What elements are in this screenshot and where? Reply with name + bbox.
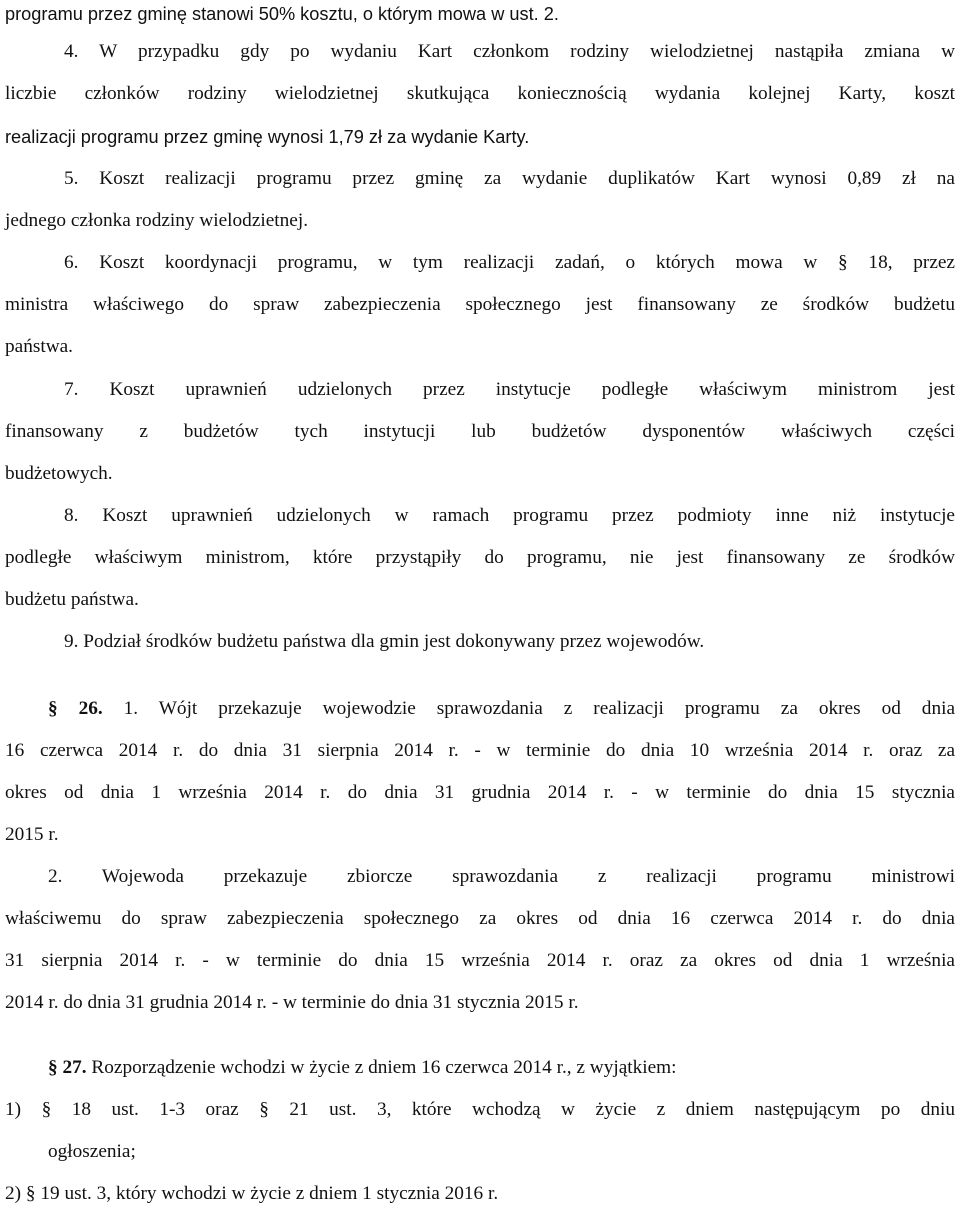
section-number: § 27. <box>48 1057 87 1078</box>
text-line: 9. Podział środków budżetu państwa dla gmin jest dokonywany przez wojewodów. <box>64 631 705 652</box>
text-line: podległe właściwym ministrom, które przystąpiły do programu, nie jest finansowany ze środków <box>5 547 955 568</box>
paragraph-26-first-line <box>48 697 955 721</box>
paragraph-27-line <box>48 1056 955 1080</box>
list-item-1: 1) § 18 ust. 1-3 oraz § 21 ust. 3, które wchodzą w życie z dniem następującym po dniu <box>5 1099 955 1120</box>
list-item-2: 2) § 19 ust. 3, który wchodzi w życie z dniem 1 stycznia 2016 r. <box>5 1183 499 1204</box>
text-line: 6. Koszt koordynacji programu, w tym realizacji zadań, o których mowa w § 18, przez <box>64 252 955 273</box>
text-line: liczbie członków rodziny wielodzietnej skutkująca koniecznością wydania kolejnej Karty, koszt <box>5 83 955 104</box>
text-line: okres od dnia 1 września 2014 r. do dnia 31 grudnia 2014 r. - w terminie do dnia 15 stycznia <box>5 782 955 803</box>
text-line: 7. Koszt uprawnień udzielonych przez instytucje podległe właściwym ministrom jest <box>64 379 955 400</box>
text-line: jednego członka rodziny wielodzietnej. <box>5 210 309 231</box>
list-item-1-continuation: ogłoszenia; <box>48 1141 136 1162</box>
text-line: programu przez gminę stanowi 50% kosztu, o którym mowa w ust. 2. <box>5 4 559 24</box>
text-line: ministra właściwego do spraw zabezpieczenia społecznego jest finansowany ze środków budżetu <box>5 294 955 315</box>
text-span: 1. Wójt przekazuje wojewodzie sprawozdania z realizacji programu za okres od dnia <box>102 698 956 719</box>
section-number: § 26. <box>48 698 103 719</box>
text-line: budżetu państwa. <box>5 589 139 610</box>
text-line: 2. Wojewoda przekazuje zbiorcze sprawozdania z realizacji programu ministrowi <box>48 866 955 887</box>
text-line: 8. Koszt uprawnień udzielonych w ramach programu przez podmioty inne niż instytucje <box>64 505 955 526</box>
text-line: 31 sierpnia 2014 r. - w terminie do dnia 15 września 2014 r. oraz za okres od dnia 1 września <box>5 950 955 971</box>
text-line: realizacji programu przez gminę wynosi 1,79 zł za wydanie Karty. <box>5 127 530 147</box>
text-line: finansowany z budżetów tych instytucji lub budżetów dysponentów właściwych części <box>5 421 955 442</box>
text-line: budżetowych. <box>5 463 113 484</box>
text-line: 16 czerwca 2014 r. do dnia 31 sierpnia 2014 r. - w terminie do dnia 10 września 2014 r. oraz za <box>5 740 955 761</box>
text-line: właściwemu do spraw zabezpieczenia społecznego za okres od dnia 16 czerwca 2014 r. do dnia <box>5 908 955 929</box>
text-line: państwa. <box>5 336 74 357</box>
text-line: 4. W przypadku gdy po wydaniu Kart członkom rodziny wielodzietnej nastąpiła zmiana w <box>64 41 955 62</box>
text-line: 5. Koszt realizacji programu przez gminę za wydanie duplikatów Kart wynosi 0,89 zł na <box>64 168 955 189</box>
text-span: Rozporządzenie wchodzi w życie z dniem 16 czerwca 2014 r., z wyjątkiem: <box>86 1057 677 1078</box>
text-line: 2015 r. <box>5 824 59 845</box>
text-line: 2014 r. do dnia 31 grudnia 2014 r. - w terminie do dnia 31 stycznia 2015 r. <box>5 992 579 1013</box>
